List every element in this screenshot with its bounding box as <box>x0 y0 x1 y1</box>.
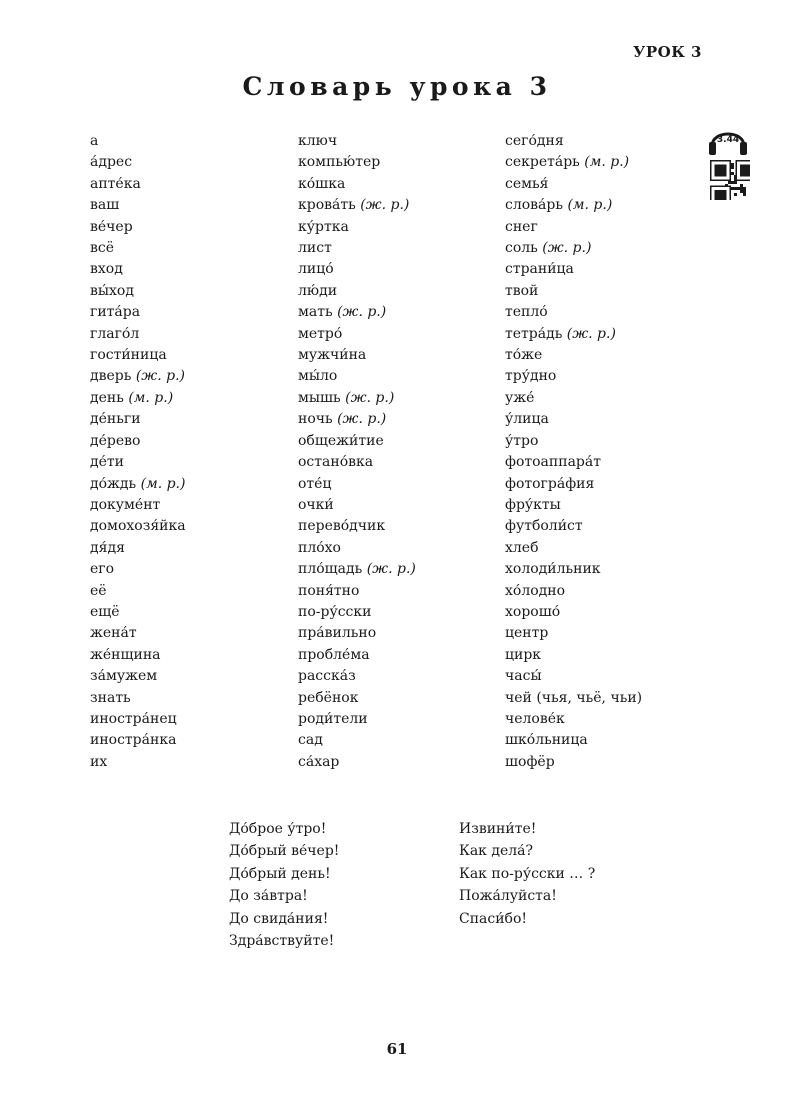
vocab-word: чей (чья, чьё, чьи) <box>505 689 643 706</box>
vocab-word: часы́ <box>505 668 542 685</box>
phrase-item: До́брый день! <box>229 865 331 882</box>
vocab-item <box>90 345 305 366</box>
vocab-word: шофёр <box>505 753 555 770</box>
vocab-item <box>298 474 513 495</box>
vocab-item <box>505 388 720 409</box>
vocab-word: секрета́рь <box>505 154 580 171</box>
vocab-item <box>505 495 720 516</box>
vocab-item <box>90 516 305 537</box>
vocab-item <box>90 495 305 516</box>
vocab-item <box>505 259 720 280</box>
vocab-word: тру́дно <box>505 368 557 385</box>
vocab-item <box>298 259 513 280</box>
vocab-item <box>298 238 513 259</box>
vocab-word: хо́лодно <box>505 582 566 599</box>
vocab-word: пло́хо <box>298 539 341 556</box>
vocab-word: а́дрес <box>90 154 133 171</box>
vocab-word: лицо́ <box>298 261 334 278</box>
vocab-item <box>505 345 720 366</box>
vocab-word: вход <box>90 261 123 278</box>
page-number: 61 <box>386 1040 408 1058</box>
vocab-item <box>505 238 720 259</box>
vocab-word: по-ру́сски <box>298 603 372 620</box>
vocab-item <box>90 302 305 323</box>
vocab-item <box>298 495 513 516</box>
vocab-item <box>90 431 305 452</box>
vocab-word: знать <box>90 689 131 706</box>
vocab-word: за́мужем <box>90 668 158 685</box>
vocab-word: страни́ца <box>505 261 574 278</box>
vocab-word: уже́ <box>505 389 535 406</box>
vocab-item <box>90 581 305 602</box>
vocab-item <box>298 195 513 216</box>
vocab-word: оте́ц <box>298 475 332 492</box>
vocab-word: тепло́ <box>505 304 548 321</box>
vocab-item <box>298 366 513 387</box>
vocab-word: ребёнок <box>298 689 359 706</box>
vocab-word: домохозя́йка <box>90 518 186 535</box>
vocab-item <box>90 538 305 559</box>
vocab-word: центр <box>505 625 549 642</box>
vocab-word: слова́рь <box>505 197 563 214</box>
vocab-word: её <box>90 582 107 599</box>
vocab-item <box>298 345 513 366</box>
vocab-word: дя́дя <box>90 539 125 556</box>
gender-note: (ж. р.) <box>566 325 616 342</box>
vocab-word: роди́тели <box>298 710 368 727</box>
vocab-item <box>505 516 720 537</box>
vocab-column-2 <box>298 131 513 773</box>
vocab-word: то́же <box>505 347 543 364</box>
gender-note: (м. р.) <box>567 197 613 214</box>
vocab-word: холоди́льник <box>505 561 601 578</box>
vocab-word: семья́ <box>505 175 549 192</box>
vocab-word: докуме́нт <box>90 496 161 513</box>
vocab-item <box>298 645 513 666</box>
vocab-word: жена́т <box>90 625 137 642</box>
vocab-word: пло́щадь <box>298 561 363 578</box>
vocab-item <box>298 281 513 302</box>
vocab-word: остано́вка <box>298 454 374 471</box>
vocab-item <box>90 324 305 345</box>
vocab-word: апте́ка <box>90 175 141 192</box>
vocab-word: фотогра́фия <box>505 475 595 492</box>
vocab-item <box>298 602 513 623</box>
vocab-item <box>90 217 305 238</box>
phrase-item: До свида́ния! <box>229 910 329 927</box>
gender-note: (ж. р.) <box>337 304 387 321</box>
vocab-word: вы́ход <box>90 282 134 299</box>
vocab-word: снег <box>505 218 538 235</box>
vocab-item <box>505 602 720 623</box>
vocab-word: де́рево <box>90 432 141 449</box>
vocab-item <box>505 452 720 473</box>
vocab-word: сад <box>298 732 323 749</box>
vocab-column-1 <box>90 131 305 773</box>
vocab-word: гости́ница <box>90 347 167 364</box>
vocab-item <box>90 238 305 259</box>
vocab-word: гита́ра <box>90 304 141 321</box>
vocab-word: ку́ртка <box>298 218 349 235</box>
vocab-item <box>90 623 305 644</box>
vocab-item <box>505 409 720 430</box>
vocab-word: де́ньги <box>90 411 141 428</box>
vocab-item <box>90 195 305 216</box>
vocab-word: хлеб <box>505 539 539 556</box>
vocab-word: ещё <box>90 603 120 620</box>
phrase-item: Как дела́? <box>459 843 534 860</box>
vocab-word: крова́ть <box>298 197 356 214</box>
phrases-column-2 <box>459 818 595 930</box>
vocab-item <box>505 195 720 216</box>
vocab-word: перево́дчик <box>298 518 386 535</box>
phrase-item: Пожа́луйста! <box>459 888 557 905</box>
vocab-item <box>505 752 720 773</box>
vocab-item <box>90 602 305 623</box>
vocab-word: день <box>90 389 124 406</box>
vocab-item <box>90 152 305 173</box>
phrase-item: Здра́вствуйте! <box>229 933 335 950</box>
vocab-word: до́ждь <box>90 475 137 492</box>
phrase-item: До за́втра! <box>229 888 308 905</box>
vocab-word: цирк <box>505 646 542 663</box>
vocab-item <box>90 131 305 152</box>
vocab-item <box>505 174 720 195</box>
phrase-item: Извини́те! <box>459 821 537 837</box>
phrase-item: До́брый ве́чер! <box>229 843 340 860</box>
vocab-word: общежи́тие <box>298 432 384 449</box>
vocab-item <box>298 581 513 602</box>
vocab-word: фотоаппара́т <box>505 454 601 471</box>
vocab-item <box>505 581 720 602</box>
vocab-word: мужчи́на <box>298 347 367 364</box>
vocab-word: хорошо́ <box>505 603 561 620</box>
gender-note: (м. р.) <box>128 389 174 406</box>
vocab-word: ночь <box>298 411 333 428</box>
vocab-item <box>298 302 513 323</box>
vocab-word: иностра́нец <box>90 710 177 727</box>
vocab-item <box>90 666 305 687</box>
audio-track-label: 3.44 <box>716 135 740 145</box>
vocab-word: де́ти <box>90 454 124 471</box>
vocab-item <box>298 730 513 751</box>
vocab-word: расска́з <box>298 668 356 685</box>
vocab-word: ключ <box>298 133 338 149</box>
vocab-item <box>298 152 513 173</box>
vocab-word: всё <box>90 240 115 257</box>
vocab-item <box>90 752 305 773</box>
vocab-word: ве́чер <box>90 218 133 235</box>
vocab-item <box>505 152 720 173</box>
vocab-word: пра́вильно <box>298 625 377 642</box>
vocab-item <box>90 409 305 430</box>
vocab-item <box>90 388 305 409</box>
phrase-item: Спаси́бо! <box>459 910 528 927</box>
vocab-word: у́тро <box>505 432 539 449</box>
vocab-word: же́нщина <box>90 646 161 663</box>
vocab-item <box>298 688 513 709</box>
vocab-item <box>298 388 513 409</box>
vocab-item <box>505 623 720 644</box>
vocab-item <box>90 259 305 280</box>
vocab-item <box>505 324 720 345</box>
vocab-word: очки́ <box>298 496 334 513</box>
vocab-item <box>505 666 720 687</box>
vocab-item <box>505 645 720 666</box>
vocab-item <box>298 409 513 430</box>
phrase-item: До́брое у́тро! <box>229 821 327 837</box>
vocab-word: у́лица <box>505 411 549 428</box>
vocab-word: ко́шка <box>298 175 346 192</box>
phrases-column-1 <box>229 818 339 952</box>
vocab-item <box>90 730 305 751</box>
vocab-item <box>298 666 513 687</box>
vocab-item <box>298 431 513 452</box>
vocab-word: лист <box>298 240 332 257</box>
vocab-item <box>90 452 305 473</box>
gender-note: (ж. р.) <box>345 389 395 406</box>
vocab-item <box>298 174 513 195</box>
vocab-word: сего́дня <box>505 133 564 149</box>
vocab-word: футболи́ст <box>505 518 583 535</box>
vocab-word: мать <box>298 304 333 321</box>
phrase-item: Как по-ру́сски … ? <box>459 865 596 882</box>
vocab-item <box>90 366 305 387</box>
vocab-item <box>298 709 513 730</box>
gender-note: (м. р.) <box>140 475 186 492</box>
vocab-column-3 <box>505 131 720 773</box>
vocab-word: его <box>90 561 115 578</box>
vocab-item <box>298 516 513 537</box>
vocab-item <box>90 474 305 495</box>
vocab-item <box>505 538 720 559</box>
vocab-item <box>505 559 720 580</box>
vocab-word: са́хар <box>298 753 340 770</box>
vocab-word: ваш <box>90 197 120 214</box>
page-title: Словарь урока 3 <box>242 72 552 101</box>
vocab-item <box>90 645 305 666</box>
lesson-header: УРОК 3 <box>633 43 702 61</box>
vocab-word: компью́тер <box>298 154 381 171</box>
vocab-item <box>90 559 305 580</box>
gender-note: (ж. р.) <box>135 368 185 385</box>
vocab-item <box>505 474 720 495</box>
vocab-item <box>505 431 720 452</box>
vocab-word: пробле́ма <box>298 646 370 663</box>
vocab-word: фру́кты <box>505 496 561 513</box>
gender-note: (м. р.) <box>584 154 630 171</box>
vocab-item <box>90 281 305 302</box>
vocab-item <box>298 752 513 773</box>
vocab-word: челове́к <box>505 710 565 727</box>
gender-note: (ж. р.) <box>366 561 416 578</box>
vocab-item <box>298 538 513 559</box>
vocab-item <box>505 709 720 730</box>
vocab-word: метро́ <box>298 325 343 342</box>
vocab-item <box>505 730 720 751</box>
vocab-word: дверь <box>90 368 132 385</box>
vocab-word: соль <box>505 240 538 257</box>
vocab-item <box>505 131 720 152</box>
vocab-word: тетра́дь <box>505 325 563 342</box>
vocab-word: их <box>90 753 108 770</box>
vocab-item <box>298 131 513 152</box>
vocab-item <box>90 709 305 730</box>
vocab-item <box>505 302 720 323</box>
gender-note: (ж. р.) <box>360 197 410 214</box>
vocab-item <box>90 174 305 195</box>
vocab-word: а <box>90 133 99 149</box>
gender-note: (ж. р.) <box>337 411 387 428</box>
vocab-item <box>505 217 720 238</box>
vocab-item <box>298 559 513 580</box>
vocab-item <box>298 452 513 473</box>
vocab-item <box>298 217 513 238</box>
vocab-item <box>298 623 513 644</box>
vocab-word: мышь <box>298 389 341 406</box>
vocab-item <box>505 281 720 302</box>
vocab-word: твой <box>505 282 539 299</box>
vocab-word: лю́ди <box>298 282 338 299</box>
vocab-word: шко́льница <box>505 732 588 749</box>
vocab-word: поня́тно <box>298 582 360 599</box>
vocab-item <box>505 688 720 709</box>
gender-note: (ж. р.) <box>542 240 592 257</box>
vocab-word: иностра́нка <box>90 732 177 749</box>
vocab-item <box>298 324 513 345</box>
vocab-word: мы́ло <box>298 368 338 385</box>
vocab-word: глаго́л <box>90 325 140 342</box>
vocab-item <box>90 688 305 709</box>
vocab-item <box>505 366 720 387</box>
